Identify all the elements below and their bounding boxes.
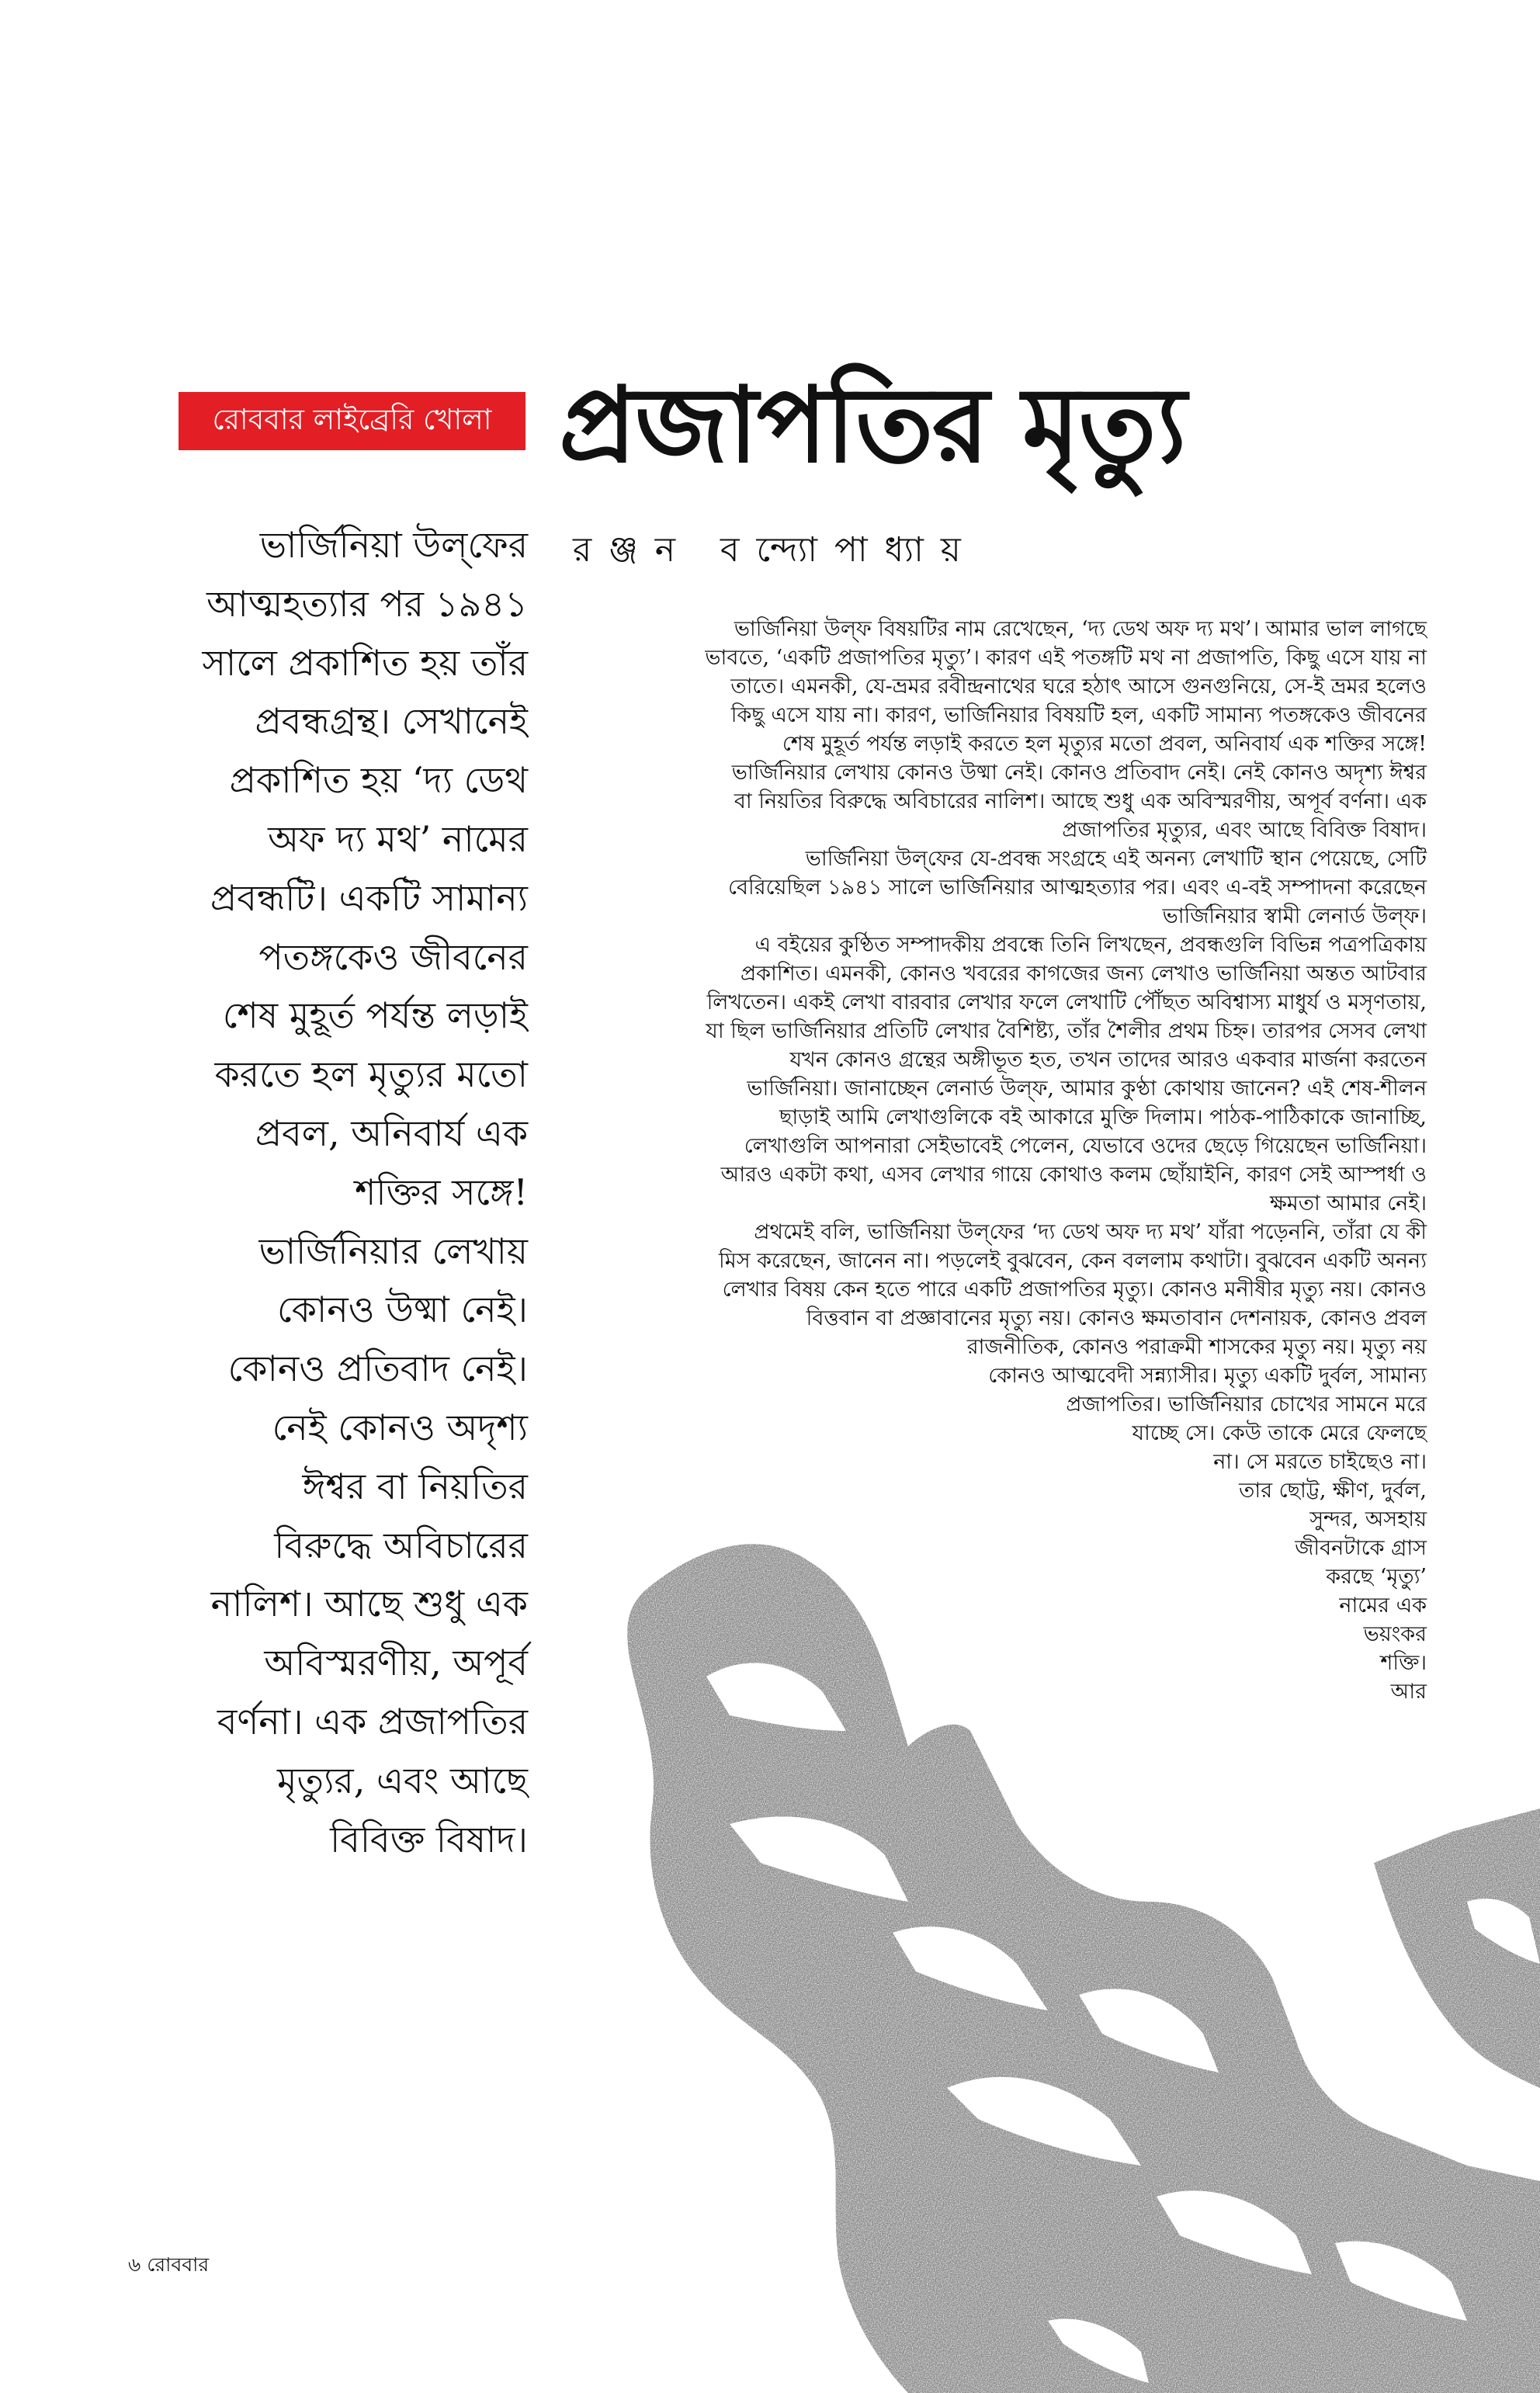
article-line: ভার্জিনিয়া। জানাচ্ছেন লেনার্ড উল্‌ফ, আমার কুণ্ঠা কোথায় জানেন? এই শেষ-শীলন: [747, 1077, 1427, 1101]
article-line: লেখার বিষয় কেন হতে পারে একটি প্রজাপতির মৃত্যু। কোনও মনীষীর মৃত্যু নয়। কোনও: [722, 1278, 1427, 1302]
article-line: না। সে মরতে চাইছেও না।: [1213, 1450, 1427, 1474]
article-line: বিত্তবান বা প্রজ্ঞাবানের মৃত্যু নয়। কোনও ক্ষমতাবান দেশনায়ক, কোনও প্রবল: [806, 1306, 1427, 1330]
article-line: তাতে। এমনকী, যে-ভ্রমর রবীন্দ্রনাথের ঘরে হঠাৎ আসে গুনগুনিয়ে, সে-ই ভ্রমর হলেও: [730, 675, 1427, 699]
pull-quote-line: বিরুদ্ধে অবিচারের: [274, 1524, 528, 1566]
article-line: জীবনটাকে গ্রাস: [1295, 1536, 1427, 1560]
article-line: প্রথমেই বলি, ভার্জিনিয়া উল্‌ফের ‘দ্য ডেথ অফ দ্য মথ’ যাঁরা পড়েননি, তাঁরা যে কী: [754, 1220, 1427, 1244]
pull-quote-line: মৃত্যুর, এবং আছে: [277, 1759, 528, 1802]
pull-quote-line: ঈশ্বর বা নিয়তির: [302, 1465, 528, 1507]
pull-quote: [116, 516, 528, 1861]
article-line: তার ছোট্ট, ক্ষীণ, দুর্বল,: [1239, 1479, 1427, 1503]
article-line: লিখতেন। একই লেখা বারবার লেখার ফলে লেখাটি পৌঁছত অবিশ্বাস্য মাধুর্য ও মসৃণতায়,: [706, 990, 1427, 1014]
article-line: যখন কোনও গ্রন্থের অঙ্গীভূত হত, তখন তাদের আরও একবার মার্জনা করতেন: [789, 1048, 1427, 1072]
pull-quote-line: কোনও উষ্মা নেই।: [277, 1288, 528, 1331]
section-tag: রোববার লাইব্রেরি খোলা: [179, 392, 525, 450]
article-line: যাচ্ছে সে। কেউ তাকে মেরে ফেলছে: [1132, 1421, 1427, 1445]
article-line: বা নিয়তির বিরুদ্ধে অবিচারের নালিশ। আছে শুধু এক অবিস্মরণীয়, অপূর্ব বর্ণনা। এক: [734, 789, 1427, 813]
article-line: শেষ মুহূর্ত পর্যন্ত লড়াই করতে হল মৃত্যুর মতো প্রবল, অনিবার্য এক শক্তির সঙ্গে!: [782, 732, 1427, 756]
article-line: ভয়ংকর: [1363, 1622, 1427, 1646]
pull-quote-line: বিবিক্ত বিষাদ।: [330, 1818, 528, 1861]
article-line: প্রজাপতির। ভার্জিনিয়ার চোখের সামনে মরে: [1066, 1392, 1427, 1417]
article-line: সুন্দর, অসহায়: [1309, 1507, 1427, 1531]
pull-quote-line: পতঙ্গকেও জীবনের: [258, 935, 528, 978]
article-line: ভাবতে, ‘একটি প্রজাপতির মৃত্যু’। কারণ এই পতঙ্গটি মথ না প্রজাপতি, কিছু এসে যায় না: [705, 646, 1427, 670]
article-line: রাজনীতিক, কোনও পরাক্রমী শাসকের মৃত্যু নয়। মৃত্যু নয়: [966, 1335, 1427, 1359]
pull-quote-line: নেই কোনও অদৃশ্য: [272, 1406, 528, 1448]
pull-quote-line: অফ দ্য মথ’ নামের: [268, 817, 528, 860]
pull-quote-line: প্রবন্ধটি। একটি সামান্য: [210, 876, 528, 919]
pull-quote-line: করতে হল মৃত্যুর মতো: [214, 1053, 528, 1096]
pull-quote-line: ভার্জিনিয়া উল্‌ফের: [259, 524, 528, 566]
article-title: প্রজাপতির মৃত্যু: [559, 365, 1185, 486]
article-line: এ বইয়ের কুণ্ঠিত সম্পাদকীয় প্রবন্ধে তিনি লিখছেন, প্রবন্ধগুলি বিভিন্ন পত্রপত্রিকায়: [754, 933, 1427, 957]
article-line: যা ছিল ভার্জিনিয়ার প্রতিটি লেখার বৈশিষ্ট্য, তাঁর শৈলীর প্রথম চিহ্ন। তারপর সেসব লেখা: [706, 1019, 1427, 1043]
article-line: বেরিয়েছিল ১৯৪১ সালে ভার্জিনিয়ার আত্মহত্যার পর। এবং এ-বই সম্পাদনা করেছেন: [728, 876, 1427, 900]
article-line: লেখাগুলি আপনারা সেইভাবেই পেলেন, যেভাবে ওদের ছেড়ে গিয়েছেন ভার্জিনিয়া।: [744, 1134, 1427, 1158]
author-byline: রঞ্জন বন্দ্যোপাধ্যায়: [573, 530, 978, 570]
pull-quote-line: শেষ মুহূর্ত পর্যন্ত লড়াই: [222, 994, 528, 1037]
pull-quote-line: ভার্জিনিয়ার লেখায়: [258, 1229, 528, 1272]
article-line: কোনও আত্মবেদী সন্ন্যাসীর। মৃত্যু একটি দুর্বল, সামান্য: [988, 1364, 1427, 1388]
article-line: ভার্জিনিয়ার লেখায় কোনও উষ্মা নেই। কোনও প্রতিবাদ নেই। নেই কোনও অদৃশ্য ঈশ্বর: [731, 761, 1427, 785]
article-line: মিস করেছেন, জানেন না। পড়লেই বুঝবেন, কেন বললাম কথাটা। বুঝবেন একটি অনন্য: [719, 1249, 1427, 1273]
pull-quote-line: প্রবন্ধগ্রন্থ। সেখানেই: [255, 700, 528, 743]
article-line: করছে ‘মৃত্যু’: [1326, 1565, 1427, 1589]
pull-quote-line: নালিশ। আছে শুধু এক: [210, 1583, 528, 1625]
article-line: ভার্জিনিয়া উল্‌ফ বিষয়টির নাম রেখেছেন, ‘দ্য ডেথ অফ দ্য মথ’। আমার ভাল লাগছে: [734, 617, 1427, 641]
article-line: আর: [1390, 1680, 1427, 1704]
article-line: আরও একটা কথা, এসব লেখার গায়ে কোথাও কলম ছোঁয়াইনি, কারণ সেই আস্পর্ধা ও: [720, 1163, 1427, 1187]
article-line: ক্ষমতা আমার নেই।: [1269, 1191, 1427, 1216]
article-body: [573, 615, 1427, 1950]
pull-quote-line: অবিস্মরণীয়, অপূর্ব: [264, 1642, 528, 1684]
article-line: শক্তি।: [1380, 1651, 1427, 1675]
pull-quote-line: প্রকাশিত হয় ‘দ্য ডেথ: [229, 759, 528, 802]
article-line: নামের এক: [1339, 1594, 1427, 1618]
article-line: ভার্জিনিয়া উল্‌ফের যে-প্রবন্ধ সংগ্রহে এই অনন্য লেখাটি স্থান পেয়েছে, সেটি: [805, 847, 1427, 871]
article-line: প্রকাশিত। এমনকী, কোনও খবরের কাগজের জন্য লেখাও ভার্জিনিয়া অন্তত আটবার: [741, 962, 1427, 986]
article-line: ভার্জিনিয়ার স্বামী লেনার্ড উল্‌ফ।: [1162, 904, 1427, 928]
pull-quote-line: বর্ণনা। এক প্রজাপতির: [217, 1700, 528, 1743]
pull-quote-line: শক্তির সঙ্গে!: [355, 1170, 528, 1213]
pull-quote-line: প্রবল, অনিবার্য এক: [255, 1112, 528, 1154]
pull-quote-line: আত্মহত্যার পর ১৯৪১: [206, 582, 528, 625]
pull-quote-line: কোনও প্রতিবাদ নেই।: [227, 1347, 528, 1390]
pull-quote-line: সালে প্রকাশিত হয় তাঁর: [202, 641, 528, 684]
article-line: কিছু এসে যায় না। কারণ, ভার্জিনিয়ার বিষয়টি হল, একটি সামান্য পতঙ্গকেও জীবনের: [730, 703, 1427, 727]
article-line: ছাড়াই আমি লেখাগুলিকে বই আকারে মুক্তি দিলাম। পাঠক-পাঠিকাকে জানাচ্ছি,: [779, 1105, 1427, 1129]
page-folio: ৬ রোববার: [128, 2253, 210, 2276]
article-line: প্রজাপতির মৃত্যুর, এবং আছে বিবিক্ত বিষাদ।: [1062, 818, 1427, 842]
